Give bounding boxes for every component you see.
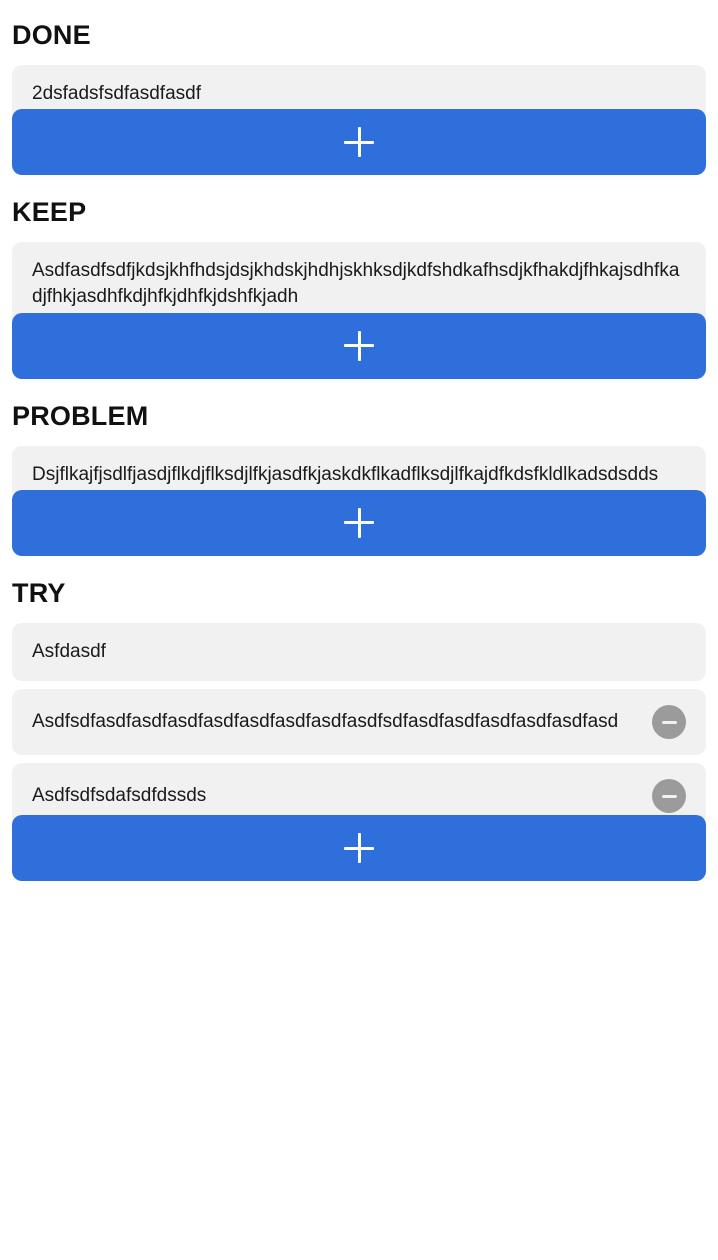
section-title: TRY [12, 577, 66, 608]
board-section [12, 0, 706, 175]
card-text: Asdfsdfsdafsdfdssds [32, 784, 207, 806]
card-text: 2dsfadsfsdfasdfasdf [32, 83, 201, 104]
sections-root [12, 0, 706, 881]
card-item[interactable] [12, 623, 706, 681]
minus-circle-icon [662, 795, 677, 798]
plus-icon [344, 331, 374, 361]
remove-item-button[interactable] [652, 779, 686, 813]
section-title: PROBLEM [12, 400, 149, 431]
board-section [12, 556, 706, 881]
add-item-button[interactable] [12, 109, 706, 175]
add-item-button[interactable] [12, 490, 706, 556]
card-text: Asdfasdfsdfjkdsjkhfhdsjdsjkhdskjhdhjskhksdjkdfshdkafhsdjkfhakdjfhkajsdhfkadjfhkjasdhfkdjhfkjdhfkjdshfkjadh [32, 260, 680, 308]
board-section [12, 175, 706, 378]
section-title: KEEP [12, 197, 87, 228]
section-title: DONE [12, 20, 91, 50]
add-item-button[interactable] [12, 313, 706, 379]
card-list [12, 623, 706, 829]
plus-icon [344, 508, 374, 538]
card-text: Dsjflkajfjsdlfjasdjflkdjflksdjlfkjasdfkjaskdkflkadflksdjlfkajdfkdsfkldlkadsdsdds [32, 463, 659, 485]
card-text: Asdfsdfasdfasdfasdfasdfasdfasdfasdfasdfsdfasdfasdfasdfasdfasdfasd [32, 710, 619, 732]
card-text: Asfdasdf [32, 640, 106, 662]
plus-icon [344, 833, 374, 863]
minus-circle-icon [662, 721, 677, 724]
board-section [12, 379, 706, 556]
remove-item-button[interactable] [652, 705, 686, 739]
card-item[interactable] [12, 689, 706, 755]
plus-icon [344, 127, 374, 157]
add-item-button[interactable] [12, 815, 706, 881]
